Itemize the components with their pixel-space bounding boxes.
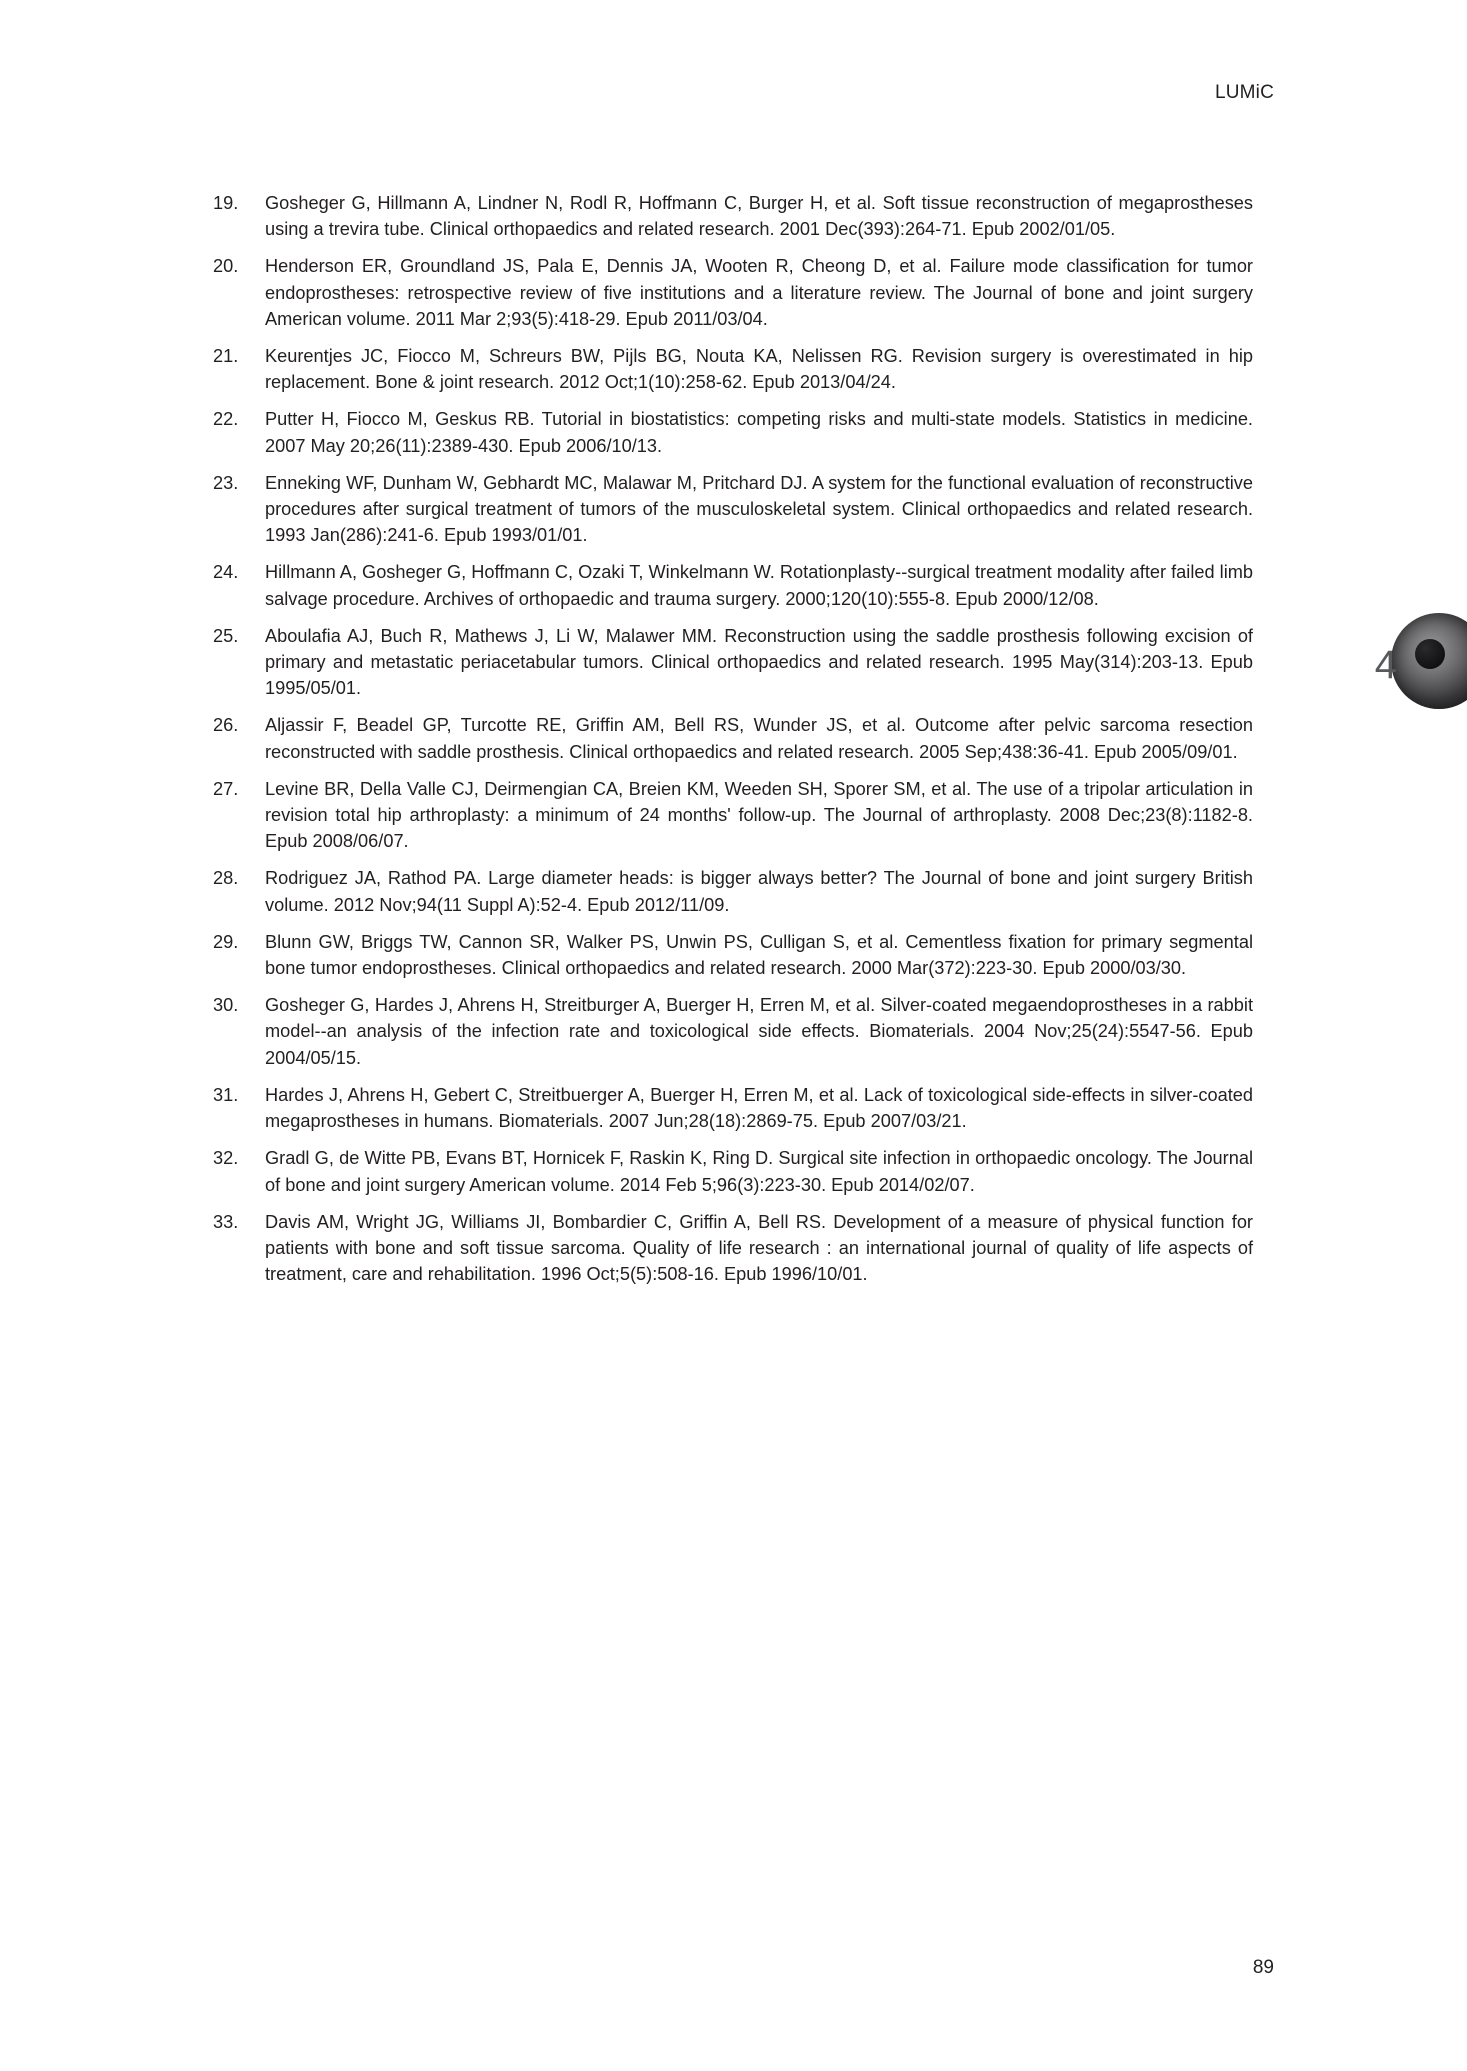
reference-text: Keurentjes JC, Fiocco M, Schreurs BW, Pijls BG, Nouta KA, Nelissen RG. Revision surgery is overestimated in hip replacement. Bone & joint research. 2012 Oct;1(10):258-62. Epub 2013/04/24. <box>265 346 1253 393</box>
reference-item <box>213 559 1253 611</box>
reference-number: 27. <box>213 778 239 799</box>
reference-text: Aboulafia AJ, Buch R, Mathews J, Li W, Malawer MM. Reconstruction using the saddle prosthesis following excision of primary and metastatic periacetabular tumors. Clinical orthopaedics and related research. 1995 May(314):203-13. Epub 1995/05/01. <box>265 625 1253 699</box>
reference-number: 20. <box>213 256 239 277</box>
chapter-number: 4 <box>1374 643 1397 687</box>
reference-item <box>213 1082 1253 1134</box>
reference-text: Gosheger G, Hardes J, Ahrens H, Streitburger A, Buerger H, Erren M, et al. Silver-coated megaendoprostheses in a rabbit model--an analysis of the infection rate and toxicological side effects. Biomaterials. 2004 Nov;25(24):5547-56. Epub 2004/05/15. <box>265 995 1253 1068</box>
reference-number: 30. <box>213 995 239 1016</box>
reference-number: 28. <box>213 868 239 889</box>
reference-number: 23. <box>213 472 239 493</box>
running-head: LUMiC <box>1214 82 1274 103</box>
reference-number: 31. <box>213 1084 239 1105</box>
reference-number: 33. <box>213 1211 239 1232</box>
reference-text: Gosheger G, Hillmann A, Lindner N, Rodl R, Hoffmann C, Burger H, et al. Soft tissue reconstruction of megaprostheses using a trevira tube. Clinical orthopaedics and related research. 2001 Dec(393):264-71. Epub 2002/01/05. <box>265 193 1253 240</box>
reference-text: Blunn GW, Briggs TW, Cannon SR, Walker PS, Unwin PS, Culligan S, et al. Cementless fixation for primary segmental bone tumor endoprostheses. Clinical orthopaedics and related research. 2000 Mar(372):223-30. Epub 2000/03/30. <box>265 931 1253 979</box>
reference-number: 26. <box>213 715 239 736</box>
reference-text: Hardes J, Ahrens H, Gebert C, Streitbuerger A, Buerger H, Erren M, et al. Lack of toxicological side-effects in silver-coated megaprostheses in humans. Biomaterials. 2007 Jun;28(18):2869-75. Epub 2007/03/21. <box>265 1084 1253 1132</box>
reference-item <box>213 343 1253 395</box>
reference-number: 25. <box>213 625 239 646</box>
reference-item <box>213 470 1253 549</box>
reference-text: Hillmann A, Gosheger G, Hoffmann C, Ozaki T, Winkelmann W. Rotationplasty--surgical treatment modality after failed limb salvage procedure. Archives of orthopaedic and trauma surgery. 2000;120(10):555-8. Epub 2000/12/08. <box>265 562 1253 609</box>
reference-text: Levine BR, Della Valle CJ, Deirmengian CA, Breien KM, Weeden SH, Sporer SM, et al. The use of a tripolar articulation in revision total hip arthroplasty: a minimum of 24 months' follow-up. The Journal of arthroplasty. 2008 Dec;23(8):1182-8. Epub 2008/06/07. <box>265 778 1253 852</box>
reference-text: Enneking WF, Dunham W, Gebhardt MC, Malawar M, Pritchard DJ. A system for the functional evaluation of reconstructive procedures after surgical treatment of tumors of the musculoskeletal system. Clinical orthopaedics and related research. 1993 Jan(286):241-6. Epub 1993/01/01. <box>265 472 1253 546</box>
reference-item <box>213 776 1253 855</box>
reference-text: Aljassir F, Beadel GP, Turcotte RE, Griffin AM, Bell RS, Wunder JS, et al. Outcome after pelvic sarcoma resection reconstructed with saddle prosthesis. Clinical orthopaedics and related research. 2005 Sep;438:36-41. Epub 2005/09/01. <box>265 715 1253 762</box>
reference-number: 21. <box>213 346 239 367</box>
chapter-thumb-image <box>1391 613 1467 709</box>
reference-item <box>213 865 1253 917</box>
reference-item <box>213 1209 1253 1288</box>
reference-number: 32. <box>213 1148 239 1169</box>
reference-item <box>213 253 1253 332</box>
reference-text: Henderson ER, Groundland JS, Pala E, Dennis JA, Wooten R, Cheong D, et al. Failure mode classification for tumor endoprostheses: retrospective review of five institutions and a literature review. The Journal of bone and joint surgery American volume. 2011 Mar 2;93(5):418-29. Epub 2011/03/04. <box>265 256 1253 329</box>
reference-item <box>213 623 1253 702</box>
reference-number: 19. <box>213 193 239 213</box>
reference-item <box>213 406 1253 458</box>
reference-text: Davis AM, Wright JG, Williams JI, Bombardier C, Griffin A, Bell RS. Development of a measure of physical function for patients with bone and soft tissue sarcoma. Quality of life research : an international journal of quality of life aspects of treatment, care and rehabilitation. 1996 Oct;5(5):508-16. Epub 1996/10/01. <box>265 1211 1253 1285</box>
reference-text: Gradl G, de Witte PB, Evans BT, Hornicek F, Raskin K, Ring D. Surgical site infection in orthopaedic oncology. The Journal of bone and joint surgery American volume. 2014 Feb 5;96(3):223-30. Epub 2014/02/07. <box>265 1148 1253 1195</box>
reference-item <box>213 1145 1253 1197</box>
reference-text: Putter H, Fiocco M, Geskus RB. Tutorial in biostatistics: competing risks and multi-state models. Statistics in medicine. 2007 May 20;26(11):2389-430. Epub 2006/10/13. <box>265 409 1253 456</box>
reference-item <box>213 992 1253 1071</box>
reference-number: 22. <box>213 409 239 430</box>
reference-item <box>213 190 1253 242</box>
page-number: 89 <box>1252 1957 1274 1978</box>
reference-item <box>213 929 1253 981</box>
reference-number: 29. <box>213 931 239 952</box>
reference-number: 24. <box>213 562 239 583</box>
reference-text: Rodriguez JA, Rathod PA. Large diameter heads: is bigger always better? The Journal of bone and joint surgery British volume. 2012 Nov;94(11 Suppl A):52-4. Epub 2012/11/09. <box>265 868 1253 915</box>
reference-list <box>213 190 1253 1298</box>
reference-item <box>213 712 1253 764</box>
